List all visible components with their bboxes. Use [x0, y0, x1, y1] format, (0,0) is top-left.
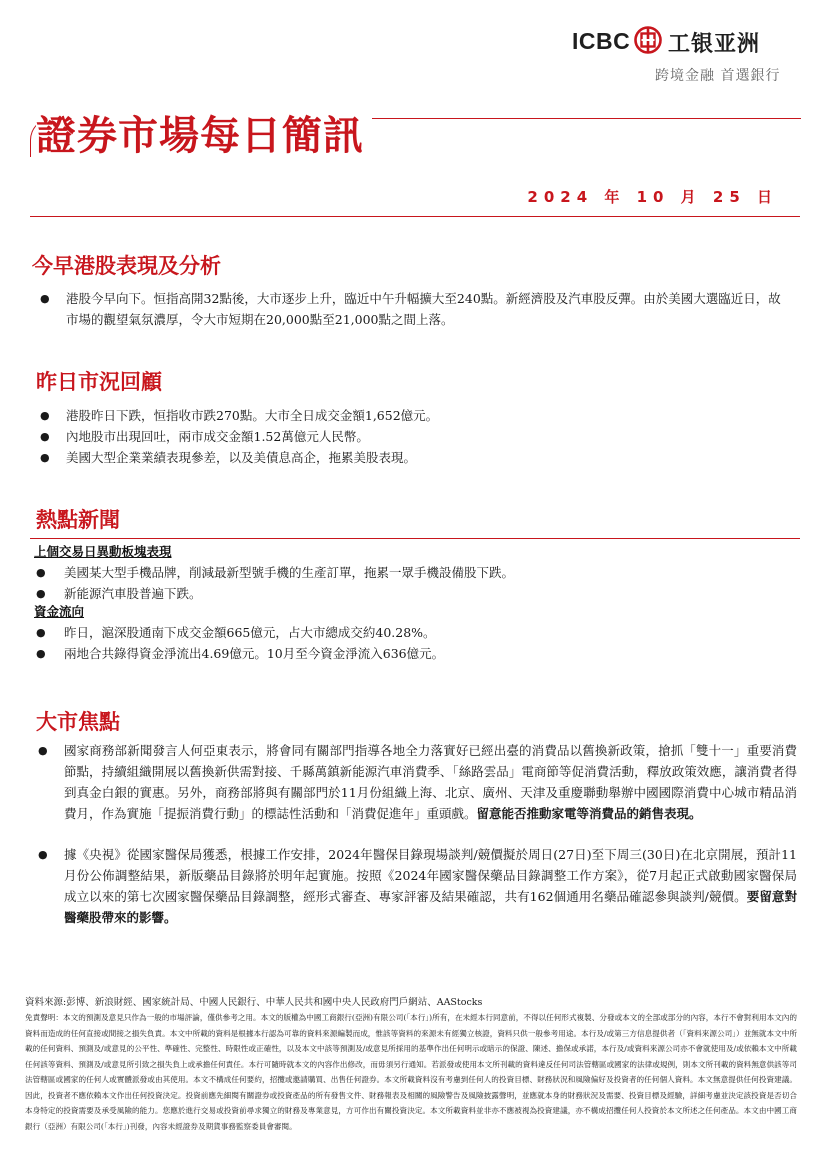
list-item	[64, 740, 797, 824]
market-focus-list	[38, 740, 798, 930]
focus-item-text: 國家商務部新聞發言人何亞東表示，將會同有關部門指導各地全力落實好已經出臺的消費品以舊換新政策，搶抓「雙十一」重要消費節點，持續組織開展以舊換新供需對接、千縣萬鎮新能源汽車消費季、「絲路雲品」電商節等促消費活動，釋放政策效應，讓消費者得到真金白銀的實惠。另外，商務部將與有關部門於11月份組織上海、北京、廣州、天津及重慶聯動舉辦中國國際消費中心城市精品消費月，作為實施「提振消費行動」的標誌性活動和「消費促進年」重頭戲。	[64, 743, 797, 821]
list-item: 美國某大型手機品牌，削減最新型號手機的生產訂單，拖累一眾手機設備股下跌。	[64, 565, 515, 580]
section-heading-market-focus: 大市焦點	[36, 710, 120, 734]
list-item: 港股昨日下跌，恒指收市跌270點。大市全日成交金額1,652億元。	[66, 408, 439, 423]
bullet-icon: ●	[40, 430, 50, 443]
subheading-sector-moves: 上個交易日異動板塊表現	[34, 544, 172, 559]
bullet-icon: ●	[40, 409, 50, 422]
bullet-icon: ●	[40, 451, 50, 464]
slogan: 跨境金融 首選銀行	[655, 68, 781, 84]
title-divider	[30, 216, 800, 217]
list-item: 新能源汽車股普遍下跌。	[64, 586, 202, 601]
section-heading-hot-news: 熱點新聞	[36, 508, 120, 532]
page-title: 證券市場每日簡訊	[36, 104, 372, 161]
icbc-logo-text: ICBC	[572, 28, 631, 54]
subheading-fund-flow: 資金流向	[34, 604, 85, 619]
list-item	[64, 844, 797, 928]
section-heading-yesterday: 昨日市況回顧	[36, 370, 162, 394]
focus-item-text: 據《央視》從國家醫保局獲悉，根據工作安排，2024年醫保目錄現場談判/競價擬於周日(27日)至下周三(30日)在北京開展，預計11月份公佈調整結果，新版藥品目錄將於明年起實施。按照《2024年國家醫保藥品目錄調整工作方案》，從7月起正式啟動國家醫保局成立以來的第七次國家醫保藥品目錄調整，經形式審查、專家評審及結果確認，共有162個通用名藥品確認參與談判/競價。	[64, 847, 797, 904]
bullet-icon: ●	[36, 626, 46, 639]
list-item: 美國大型企業業績表現參差，以及美債息高企，拖累美股表現。	[66, 450, 417, 465]
list-item: 內地股市出現回吐，兩市成交金額1.52萬億元人民幣。	[66, 429, 369, 444]
section-heading-morning: 今早港股表現及分析	[32, 254, 221, 278]
morning-list	[40, 288, 790, 332]
bullet-icon: ●	[36, 647, 46, 660]
data-sources: 資料來源:彭博、新浪財經、國家統計局、中國人民銀行、中華人民共和國中央人民政府門戶網站、AAStocks	[25, 997, 483, 1008]
icbc-logo-icon	[634, 26, 662, 54]
bullet-icon: ●	[38, 744, 48, 757]
list-item: 港股今早向下。恒指高開32點後，大市逐步上升，臨近中午升幅擴大至240點。新經濟股及汽車股反彈。由於美國大選臨近日，故市場的觀望氣氛濃厚，令大市短期在20,000點至21,000點之間上落。	[66, 291, 781, 327]
focus-item-highlight: 留意能否推動家電等消費品的銷售表現。	[476, 806, 702, 821]
disclaimer: 免責聲明：本文的預測及意見只作為一般的市場評論，僅供參考之用。本文的版權為中國工商銀行(亞洲)有限公司(「本行」)所有，在未經本行同意前，不得以任何形式複製、分發或本文的全部或部分的內容，本行不會對利用本文內的資料而造成的任何直接或間接之損失負責。本文中所載的資料是根據本行認為可靠的資料來源編製而成，惟該等資料的來源未有經獨立核證，資料只供一般參考用途。本行及/或第三方信息提供者（「資料來源公司」）並無就本文中所載的任何資料、預測及/或意見的公平性、準確性、完整性、時限性或正確性，以及本文中該等預測及/或意見所採用的基準作出任何明示或暗示的保證、陳述、擔保或承諾，本行及/或資料來源公司亦不會就使用及/或依賴本文中所載任何該等資料、預測及/或意見所引致之損失負上或承擔任何責任。本行可隨時就本文的內容作出修改，而毋須另行通知。若派發或使用本文所刊載的資料違反任何司法管轄區或國家的法律或規例，則本文所刊載的資料無意供該等司法管轄區或國家的任何人或實體派發或由其使用。本文不構成任何要約，招攬或邀請購買、出售任何證券。本文所載資料沒有考慮到任何人的投資目標、財務狀況和風險偏好及投資者的任何個人資料。本文無意提供任何投資建議。因此，投資者不應依賴本文作出任何投資決定。投資前應先細閱有關證券或投資產品的所有發售文件、財務報表及相關的風險警告及風險披露聲明，並應就本身的財務狀況及需要、投資目標及經驗，詳細考慮並決定該投資是否切合本身特定的投資需要及承受風險的能力。您應於進行交易或投資前尋求獨立的財務及專業意見，方可作出有關投資決定。本文所載資料並非亦不應被視為投資建議，亦不構成招攬任何人投資於本文所述之任何產品。本文由中國工商銀行（亞洲）有限公司(「本行」)刊發，內容未經證券及期貨事務監察委員會審閱。	[25, 1013, 797, 1131]
section-divider	[30, 538, 800, 539]
bullet-icon: ●	[36, 587, 46, 600]
icbc-asia-logo-cn: 工银亚洲	[668, 32, 761, 57]
sector-moves-list	[36, 562, 796, 604]
bullet-icon: ●	[38, 848, 48, 861]
bullet-icon: ●	[36, 566, 46, 579]
bullet-icon: ●	[40, 292, 50, 305]
list-item: 昨日，滬深股通南下成交金額665億元，占大市總成交約40.28%。	[64, 625, 436, 640]
fund-flow-list	[36, 622, 796, 664]
focus-item-highlight: 要留意對醫藥股帶來的影響。	[64, 889, 797, 925]
report-date: 2024 年 10 月 25 日	[527, 188, 778, 206]
yesterday-list	[40, 405, 790, 469]
list-item: 兩地合共錄得資金淨流出4.69億元。10月至今資金淨流入636億元。	[64, 646, 445, 661]
